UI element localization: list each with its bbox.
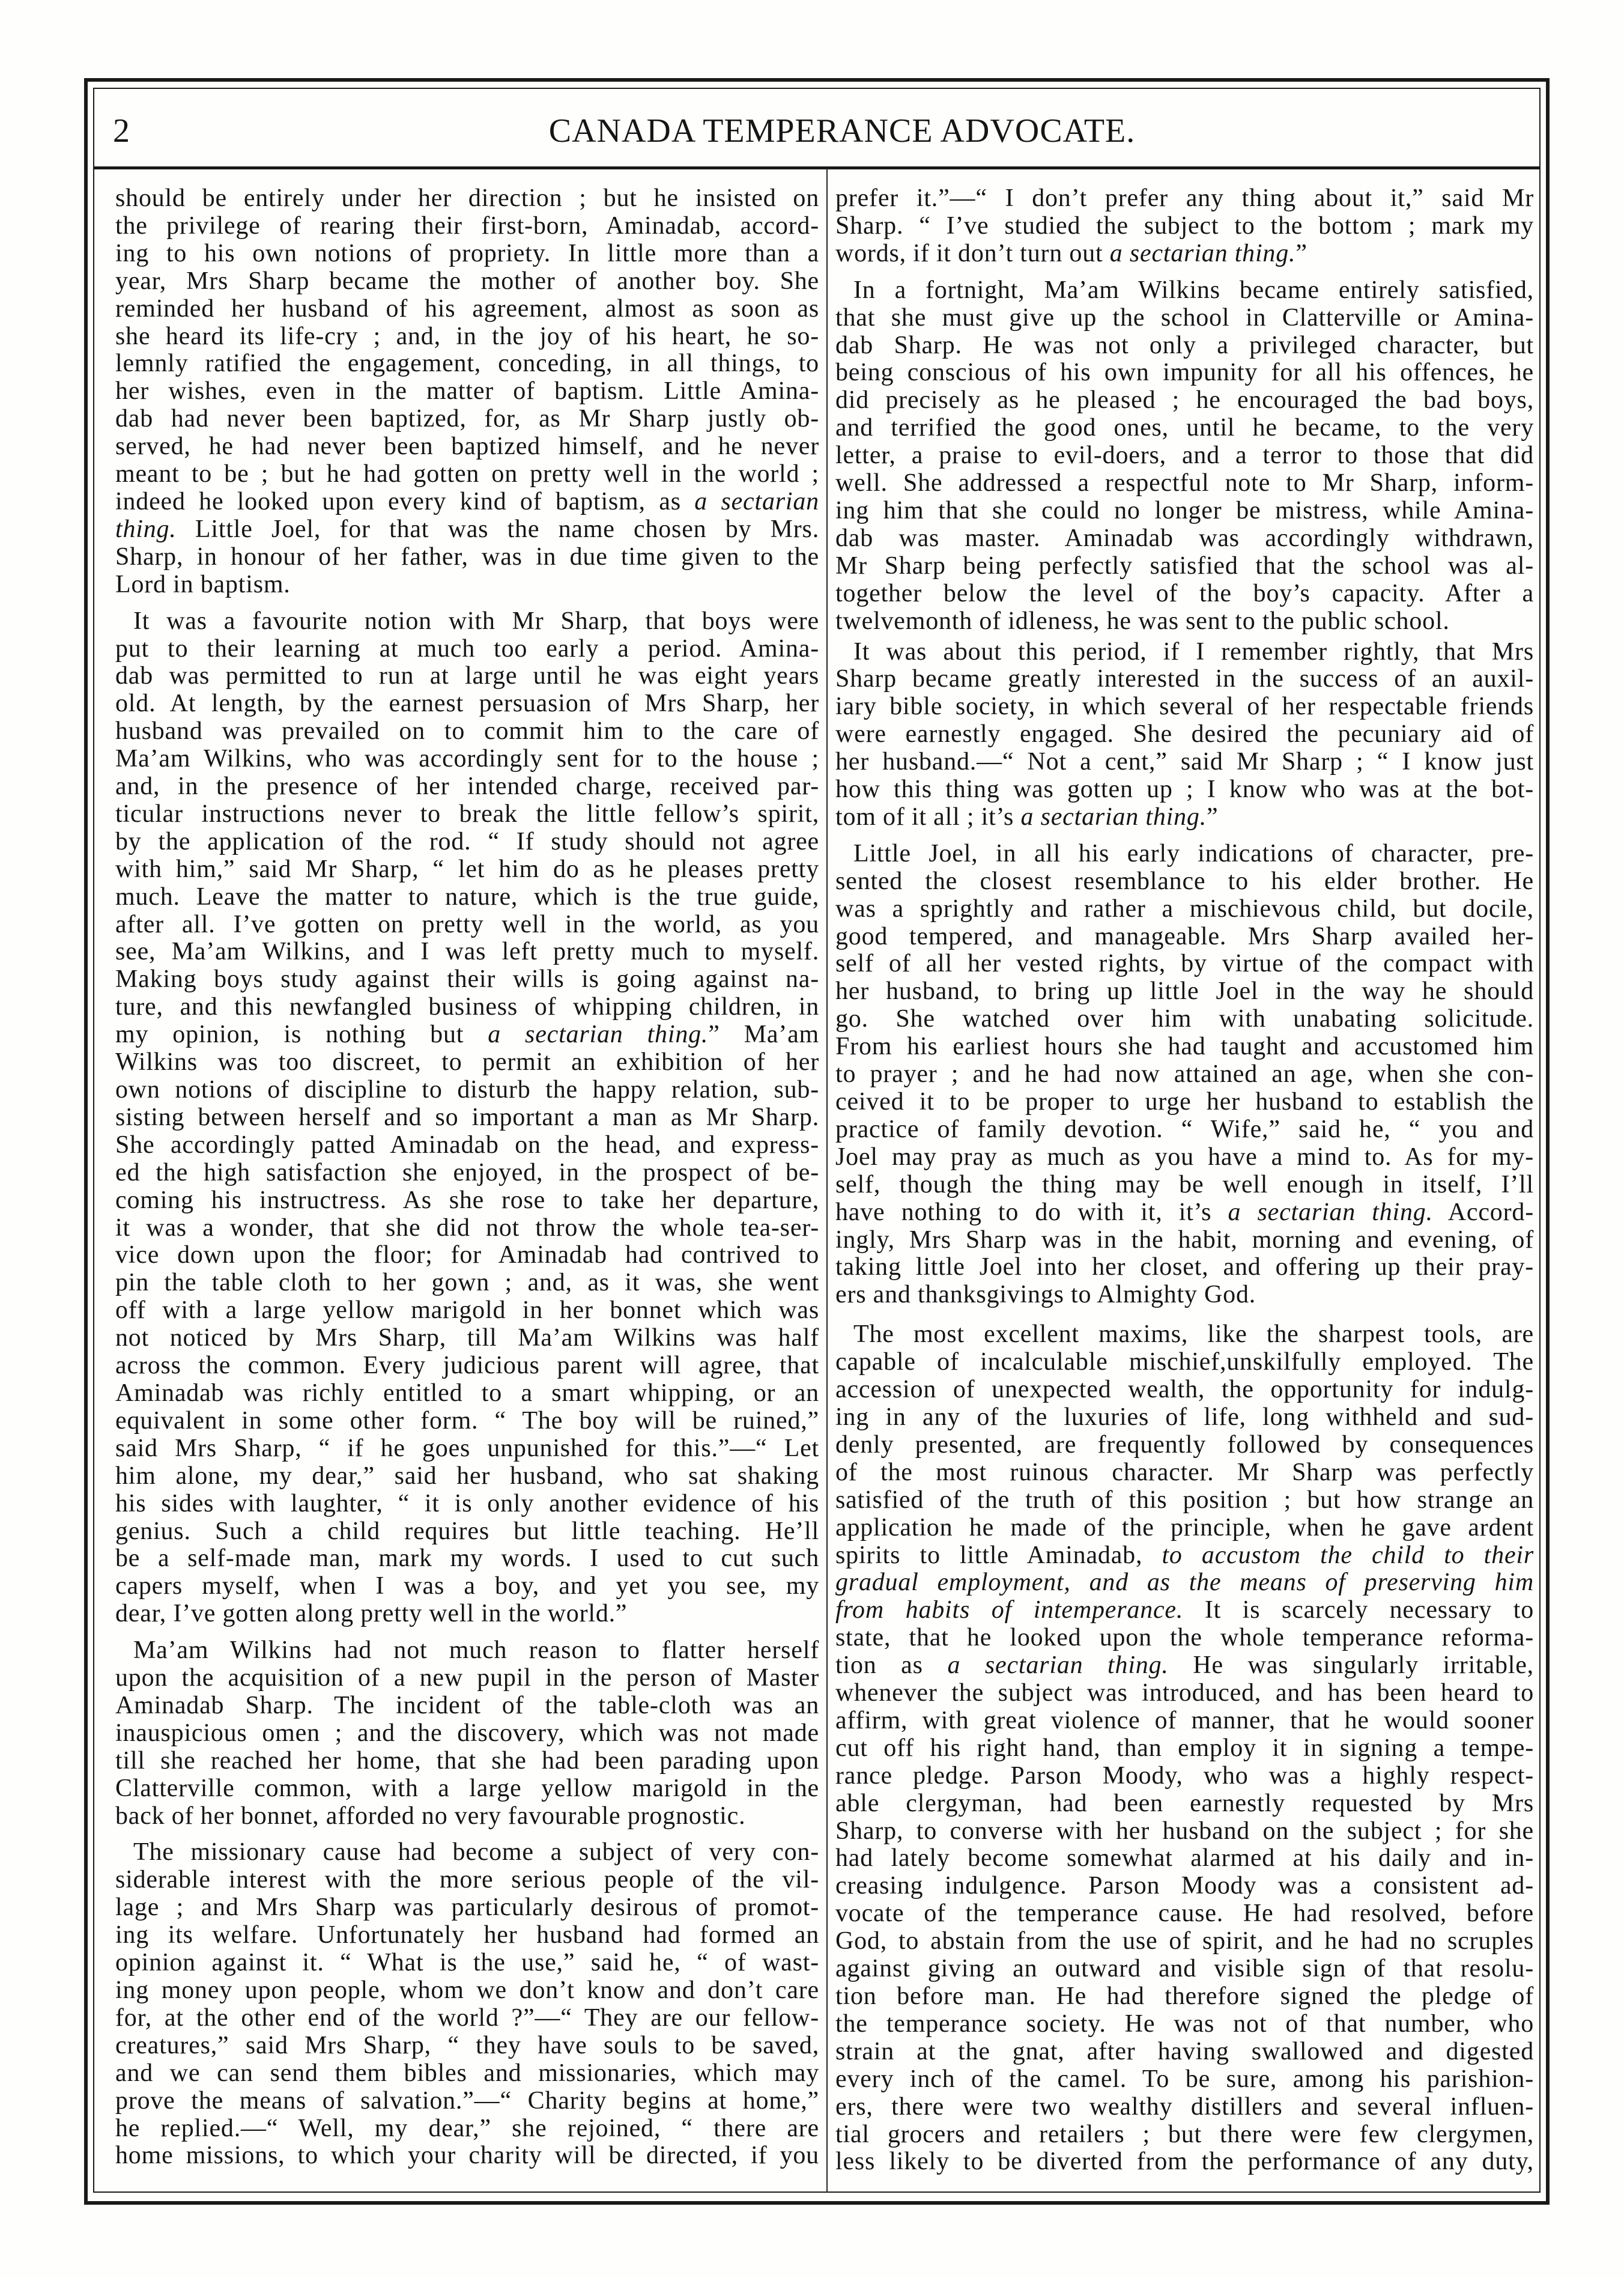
text-line: her husband.—“ Not a cent,” said Mr Sharp ; “ I know just <box>835 748 1534 776</box>
italic-text-run: thing. <box>115 515 177 543</box>
text-line: From his earliest hours she had taught and accustomed him <box>835 1033 1534 1061</box>
text-run: Accord- <box>1432 1198 1534 1226</box>
text-line: Sharp became greatly interested in the success of an auxil- <box>835 665 1534 693</box>
text-line: ing to his own notions of propriety. In little more than a <box>115 239 819 267</box>
text-line <box>835 1569 1534 1597</box>
masthead-title: CANADA TEMPERANCE ADVOCATE. <box>548 112 1136 150</box>
text-line: Mr Sharp being perfectly satisfied that the school was al- <box>835 551 1534 580</box>
text-line: ers and thanksgivings to Almighty God. <box>835 1281 1256 1309</box>
italic-text-run: a sectarian thing. <box>1228 1198 1433 1226</box>
text-line <box>835 240 1534 268</box>
text-line: siderable interest with the more serious people of the vil- <box>115 1866 819 1894</box>
text-line: The most excellent maxims, like the sharpest tools, are <box>853 1320 1534 1349</box>
text-line: whenever the subject was introduced, and has been heard to <box>835 1679 1534 1707</box>
text-line: Ma’am Wilkins had not much reason to flatter herself <box>133 1636 819 1665</box>
text-line: put to their learning at much too early a period. Amina- <box>115 634 819 663</box>
paragraph <box>835 639 1534 831</box>
text-line: capable of incalculable mischief,unskilfully employed. The <box>835 1348 1534 1376</box>
text-line: should be entirely under her direction ; but he insisted on <box>115 184 819 212</box>
text-line: till she reached her home, that she had been parading upon <box>115 1746 819 1775</box>
text-line <box>115 516 819 544</box>
text-line: pin the table cloth to her gown ; and, as it was, she went <box>115 1269 819 1297</box>
text-line: letter, a praise to evil-doers, and a terror to those that did <box>835 442 1534 470</box>
text-line: Joel may pray as much as you have a mind to. As for my- <box>835 1143 1534 1171</box>
text-line: It was a favourite notion with Mr Sharp, that boys were <box>133 607 819 635</box>
paragraph <box>115 1637 819 1830</box>
text-line: together below the level of the boy’s capacity. After a <box>835 579 1534 607</box>
text-run: ” <box>1207 803 1219 831</box>
text-run: tom of it all ; it’s <box>835 803 1021 831</box>
text-line <box>835 1597 1534 1624</box>
text-line: Aminadab was richly entitled to a smart whipping, or an <box>115 1379 819 1407</box>
text-line: against giving an outward and visible sign of that resolu- <box>835 1955 1534 1983</box>
text-run: have nothing to do with it, it’s <box>835 1198 1228 1226</box>
text-line: In a fortnight, Ma’am Wilkins became entirely satisfied, <box>853 276 1534 304</box>
text-line: sented the closest resemblance to his elder brother. He <box>835 867 1534 895</box>
text-line: Sharp, in honour of her father, was in due time given to the <box>115 542 819 571</box>
text-line: It was about this period, if I remember rightly, that Mrs <box>853 637 1534 666</box>
text-line: served, he had never been baptized himself, and he never <box>115 433 819 461</box>
text-line: opinion against it. “ What is the use,” said he, “ of wast- <box>115 1949 819 1977</box>
text-line: dab Sharp. He was not only a privileged character, but <box>835 331 1534 359</box>
text-line: ing him that she could no longer be mistress, while Amina- <box>835 496 1534 524</box>
text-line: coming his instructress. As she rose to take her departure, <box>115 1186 819 1214</box>
text-line: Little Joel, in all his early indications of character, pre- <box>853 839 1534 867</box>
text-run: my opinion, is nothing but <box>115 1021 488 1049</box>
text-line: affirm, with great violence of manner, that he would sooner <box>835 1706 1534 1734</box>
text-line: were earnestly engaged. She desired the pecuniary aid of <box>835 720 1534 749</box>
text-line: ingly, Mrs Sharp was in the habit, morning and evening, of <box>835 1226 1534 1254</box>
text-line: with him,” said Mr Sharp, “ let him do as he pleases pretty <box>115 855 819 883</box>
text-line: ers, there were two wealthy distillers and several influen- <box>835 2092 1534 2121</box>
text-line: God, to abstain from the use of spirit, and he had no scruples <box>835 1927 1534 1955</box>
text-line <box>835 1542 1534 1570</box>
text-line: year, Mrs Sharp became the mother of another boy. She <box>115 267 819 295</box>
text-line: vocate of the temperance cause. He had resolved, before <box>835 1900 1534 1928</box>
text-line: sisting between herself and so important a man as Mr Sharp. <box>115 1103 819 1131</box>
text-line: practice of family devotion. “ Wife,” said he, “ you and <box>835 1115 1534 1143</box>
text-line: self of all her vested rights, by virtue of the compact with <box>835 950 1534 978</box>
header-rule <box>93 166 1541 169</box>
text-line: denly presented, are frequently followed by consequences <box>835 1430 1534 1459</box>
text-line: the privilege of rearing their first-born, Aminadab, accord- <box>115 211 819 240</box>
text-line: him alone, my dear,” said her husband, who sat shaking <box>115 1462 819 1490</box>
text-line: cut off his right hand, than employ it in signing a tempe- <box>835 1734 1534 1762</box>
column-divider <box>826 168 828 2193</box>
text-line: it was a wonder, that she did not throw the whole tea-ser- <box>115 1213 819 1242</box>
text-line: vice down upon the floor; for Aminadab had contrived to <box>115 1241 819 1269</box>
text-run: It is scarcely necessary to <box>1183 1596 1535 1624</box>
page-number: 2 <box>113 112 130 150</box>
text-line: meant to be ; but he had gotten on pretty well in the world ; <box>115 460 819 488</box>
text-line: lemnly ratified the engagement, conceding, in all things, to <box>115 350 819 378</box>
text-line: dab had never been baptized, for, as Mr Sharp justly ob- <box>115 405 819 433</box>
paragraph <box>115 608 819 1629</box>
text-line: She accordingly patted Aminadab on the head, and express- <box>115 1131 819 1159</box>
text-line: be a self-made man, mark my words. I used to cut such <box>115 1544 819 1573</box>
text-line <box>835 1199 1534 1227</box>
text-line: Aminadab Sharp. The incident of the table-cloth was an <box>115 1691 819 1719</box>
text-line: the temperance society. He was not of that number, who <box>835 2009 1534 2038</box>
text-line: had lately become somewhat alarmed at his daily and in- <box>835 1844 1534 1873</box>
text-line: application he made of the principle, when he gave ardent <box>835 1513 1534 1541</box>
text-line: Lord in baptism. <box>115 570 291 598</box>
text-line: ticular instructions never to break the little fellow’s spirit, <box>115 800 819 828</box>
text-line: go. She watched over him with unabating solicitude. <box>835 1005 1534 1033</box>
text-line: was a sprightly and rather a mischievous child, but docile, <box>835 894 1534 923</box>
text-line: creasing indulgence. Parson Moody was a consistent ad- <box>835 1872 1534 1900</box>
italic-text-run: a sectarian thing. <box>1020 803 1207 831</box>
text-line: across the common. Every judicious parent will agree, that <box>115 1352 819 1380</box>
text-run: He was singularly irritable, <box>1168 1651 1534 1680</box>
right-column <box>835 185 1534 2176</box>
text-line: ture, and this newfangled business of whipping children, in <box>115 993 819 1021</box>
text-line: good tempered, and manageable. Mrs Sharp availed her- <box>835 922 1534 950</box>
text-line: old. At length, by the earnest persuasion of Mrs Sharp, her <box>115 690 819 718</box>
text-line: said Mrs Sharp, “ if he goes unpunished for this.”—“ Let <box>115 1434 819 1462</box>
text-line: her wishes, even in the matter of baptism. Little Amina- <box>115 377 819 405</box>
text-line: she heard its life-cry ; and, in the joy of his heart, he so- <box>115 322 819 350</box>
text-line <box>115 1021 819 1049</box>
text-line: Clatterville common, with a large yellow marigold in the <box>115 1774 819 1802</box>
text-line: tial grocers and retailers ; but there were few clergymen, <box>835 2120 1534 2148</box>
paragraph <box>115 1839 819 2170</box>
text-run: tion as <box>835 1651 948 1680</box>
text-run: ” Ma’am <box>708 1021 819 1049</box>
text-line: how this thing was gotten up ; I know who was at the bot- <box>835 776 1534 804</box>
text-line: Sharp, to converse with her husband on the subject ; for she <box>835 1817 1534 1845</box>
text-line: by the application of the rod. “ If study should not agree <box>115 827 819 855</box>
text-line: accession of unexpected wealth, the opportunity for indulg- <box>835 1376 1534 1404</box>
italic-text-run: a sectarian thing. <box>488 1021 709 1049</box>
text-line: taking little Joel into her closet, and offering up their pray- <box>835 1253 1534 1281</box>
italic-text-run: from habits of intemperance. <box>835 1596 1184 1624</box>
text-line: to prayer ; and he had now attained an age, when she con- <box>835 1060 1534 1089</box>
text-line <box>115 488 819 516</box>
text-run: ” <box>1295 239 1307 267</box>
italic-text-run: a sectarian thing. <box>1109 239 1296 267</box>
text-line: creatures,” said Mrs Sharp, “ they have souls to be saved, <box>115 2031 819 2059</box>
text-line: and terrified the good ones, until he became, to the very <box>835 414 1534 442</box>
paragraph <box>835 277 1534 636</box>
text-line: ing its welfare. Unfortunately her husband had formed an <box>115 1921 819 1949</box>
text-line: and we can send them bibles and missionaries, which may <box>115 2059 819 2087</box>
text-line: dab was master. Aminadab was accordingly withdrawn, <box>835 524 1534 552</box>
text-line: his sides with laughter, “ it is only another evidence of his <box>115 1489 819 1517</box>
text-run: Little Joel, for that was the name chosen by Mrs. <box>176 515 819 543</box>
text-line: upon the acquisition of a new pupil in the person of Master <box>115 1664 819 1692</box>
text-line: he replied.—“ Well, my dear,” she rejoined, “ there are <box>115 2114 819 2142</box>
text-line: well. She addressed a respectful note to Mr Sharp, inform- <box>835 469 1534 497</box>
text-line: dab was permitted to run at large until he was eight years <box>115 662 819 690</box>
text-line: inauspicious omen ; and the discovery, which was not made <box>115 1719 819 1747</box>
text-line: able clergyman, had been earnestly requested by Mrs <box>835 1789 1534 1817</box>
italic-text-run: gradual employment, and as the means of preserving him <box>835 1569 1534 1597</box>
text-line: less likely to be diverted from the performance of any duty, <box>835 2148 1534 2176</box>
text-line: every inch of the camel. To be sure, among his parishion- <box>835 2065 1534 2093</box>
text-line: much. Leave the matter to nature, which is the true guide, <box>115 882 819 911</box>
text-line: prefer it.”—“ I don’t prefer any thing about it,” said Mr <box>835 184 1534 212</box>
text-line <box>835 1652 1534 1680</box>
text-run: spirits to little Aminadab, <box>835 1541 1162 1569</box>
italic-text-run: a sectarian thing. <box>947 1651 1169 1680</box>
text-line: of the most ruinous character. Mr Sharp was perfectly <box>835 1458 1534 1486</box>
text-line: iary bible society, in which several of her respectable friends <box>835 693 1534 721</box>
text-line: back of her bonnet, afforded no very favourable prognostic. <box>115 1802 746 1830</box>
text-line: own notions of discipline to disturb the happy relation, sub- <box>115 1076 819 1104</box>
text-line: The missionary cause had become a subject of very con- <box>133 1838 819 1866</box>
text-line: husband was prevailed on to commit him to the care of <box>115 717 819 746</box>
text-line: dear, I’ve gotten along pretty well in the world.” <box>115 1600 628 1628</box>
text-line: being conscious of his own impunity for all his offences, he <box>835 359 1534 387</box>
text-line: see, Ma’am Wilkins, and I was left pretty much to myself. <box>115 938 819 966</box>
text-line: self, though the thing may be well enough in itself, I’ll <box>835 1170 1534 1198</box>
text-line <box>835 804 1534 831</box>
paragraph <box>835 840 1534 1309</box>
italic-text-run: to accustom the child to their <box>1162 1541 1534 1569</box>
text-line: ceived it to be proper to urge her husband to establish the <box>835 1088 1534 1116</box>
text-line: not noticed by Mrs Sharp, till Ma’am Wilkins was half <box>115 1324 819 1352</box>
text-line: capers myself, when I was a boy, and yet you see, my <box>115 1572 819 1600</box>
text-line: reminded her husband of his agreement, almost as soon as <box>115 294 819 323</box>
text-line: lage ; and Mrs Sharp was particularly desirous of promot- <box>115 1894 819 1922</box>
text-line: for, at the other end of the world ?”—“ They are our fellow- <box>115 2003 819 2032</box>
text-line: Ma’am Wilkins, who was accordingly sent for to the house ; <box>115 745 819 773</box>
text-line: home missions, to which your charity will be directed, if you <box>115 2142 819 2170</box>
text-line: state, that he looked upon the whole temperance reforma- <box>835 1624 1534 1652</box>
text-line: her husband, to bring up little Joel in the way he should <box>835 977 1534 1006</box>
text-line: satisfied of the truth of this position ; but how strange an <box>835 1486 1534 1514</box>
text-run: words, if it don’t turn out <box>835 239 1110 267</box>
left-column <box>115 185 819 2170</box>
text-line: equivalent in some other form. “ The boy will be ruined,” <box>115 1406 819 1435</box>
text-line: off with a large yellow marigold in her bonnet which was <box>115 1296 819 1325</box>
text-line: that she must give up the school in Clatterville or Amina- <box>835 303 1534 332</box>
text-line: rance pledge. Parson Moody, who was a highly respect- <box>835 1761 1534 1790</box>
text-line: Sharp. “ I’ve studied the subject to the bottom ; mark my <box>835 211 1534 240</box>
text-line: ing money upon people, whom we don’t know and don’t care <box>115 1976 819 2004</box>
text-line: ing in any of the luxuries of life, long withheld and sud- <box>835 1403 1534 1431</box>
text-line: Making boys study against their wills is going against na- <box>115 965 819 994</box>
text-line: after all. I’ve gotten on pretty well in the world, as you <box>115 910 819 938</box>
text-line: prove the means of salvation.”—“ Charity begins at home,” <box>115 2086 819 2115</box>
text-line: twelvemonth of idleness, he was sent to the public school. <box>835 607 1450 635</box>
text-run: indeed he looked upon every kind of baptism, as <box>115 487 695 515</box>
paragraph <box>115 185 819 599</box>
paragraph <box>835 1321 1534 2176</box>
paragraph <box>835 185 1534 268</box>
italic-text-run: a sectarian <box>694 487 819 515</box>
text-line: did precisely as he pleased ; he encouraged the bad boys, <box>835 386 1534 415</box>
text-line: and, in the presence of her intended charge, received par- <box>115 773 819 801</box>
text-line: ed the high satisfaction she enjoyed, in the prospect of be- <box>115 1158 819 1186</box>
text-line: tion before man. He had therefore signed the pledge of <box>835 1982 1534 2010</box>
text-line: Wilkins was too discreet, to permit an exhibition of her <box>115 1048 819 1077</box>
text-line: genius. Such a child requires but little teaching. He’ll <box>115 1517 819 1545</box>
text-line: strain at the gnat, after having swallowed and digested <box>835 2037 1534 2065</box>
